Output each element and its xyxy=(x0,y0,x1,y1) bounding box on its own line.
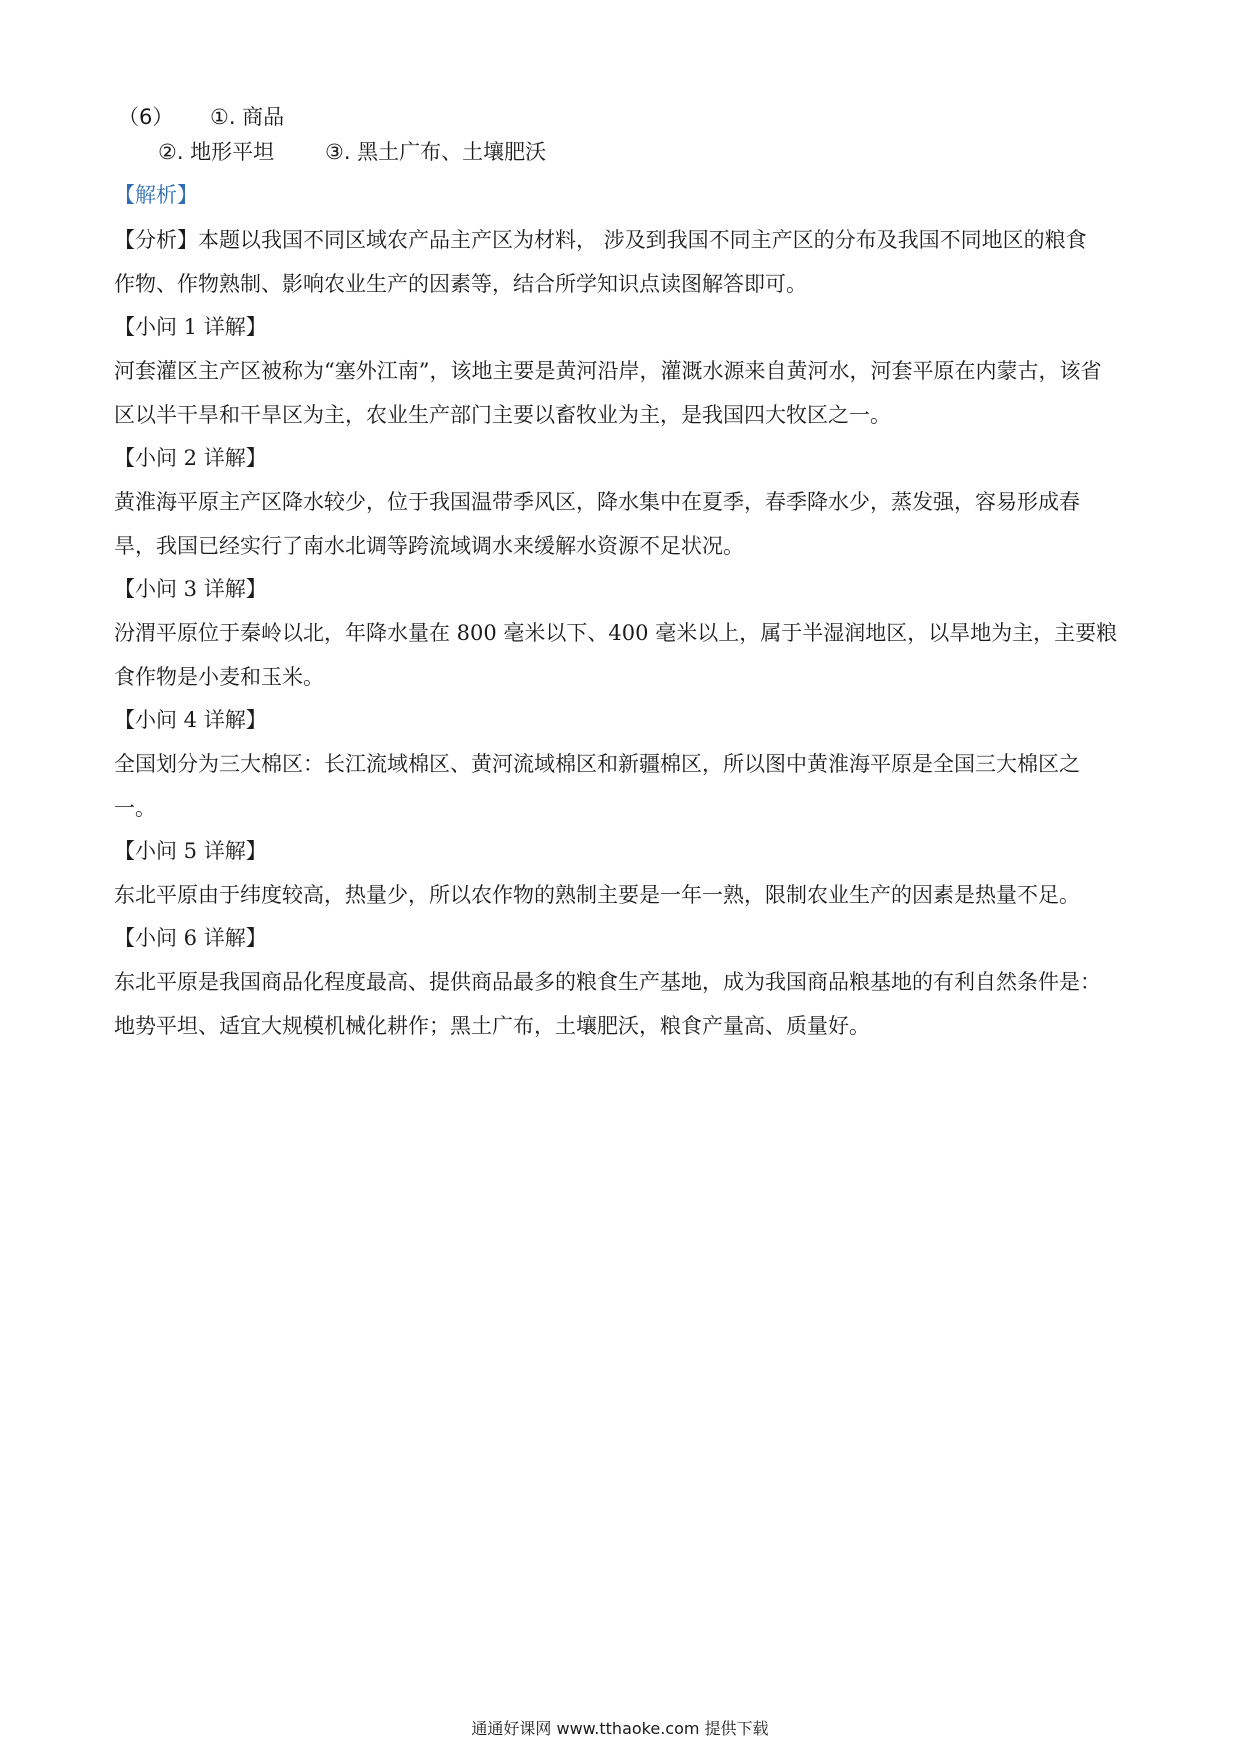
answer-item-2: ②. 地形平坦 xyxy=(158,140,275,164)
analysis-heading: 【解析】 xyxy=(114,183,198,207)
page-footer: 通通好课网 www.tthaoke.com 提供下载 xyxy=(471,1719,769,1738)
answer-item-1: ①. 商品 xyxy=(210,105,285,129)
q4-line-2: 一。 xyxy=(114,796,156,820)
answer-item-3: ③. 黑土广布、土壤肥沃 xyxy=(325,140,547,164)
q2-line-2: 旱，我国已经实行了南水北调等跨流域调水来缓解水资源不足状况。 xyxy=(114,534,744,558)
q4-line-1: 全国划分为三大棉区：长江流域棉区、黄河流域棉区和新疆棉区，所以图中黄淮海平原是全国三大棉区之 xyxy=(114,752,1080,776)
analysis-line-1: 【分析】本题以我国不同区域农产品主产区为材料， 涉及到我国不同主产区的分布及我国不同地区的粮食 xyxy=(114,228,1087,252)
q1-heading: 【小问 1 详解】 xyxy=(114,315,267,339)
q2-heading: 【小问 2 详解】 xyxy=(114,446,267,470)
q2-line-1: 黄淮海平原主产区降水较少，位于我国温带季风区，降水集中在夏季，春季降水少，蒸发强，容易形成春 xyxy=(114,490,1080,514)
q5-line-1: 东北平原由于纬度较高，热量少，所以农作物的熟制主要是一年一熟，限制农业生产的因素是热量不足。 xyxy=(114,883,1080,907)
q6-heading: 【小问 6 详解】 xyxy=(114,926,267,950)
q1-line-1: 河套灌区主产区被称为“塞外江南”，该地主要是黄河沿岸，灌溉水源来自黄河水，河套平原在内蒙古，该省 xyxy=(114,359,1102,383)
q5-heading: 【小问 5 详解】 xyxy=(114,839,267,863)
q6-line-2: 地势平坦、适宜大规模机械化耕作；黑土广布，土壤肥沃，粮食产量高、质量好。 xyxy=(114,1014,870,1038)
q3-heading: 【小问 3 详解】 xyxy=(114,577,267,601)
answer-number: （6） xyxy=(118,105,174,129)
q3-line-2: 食作物是小麦和玉米。 xyxy=(114,665,324,689)
analysis-line-2: 作物、作物熟制、影响农业生产的因素等，结合所学知识点读图解答即可。 xyxy=(114,272,807,296)
q3-line-1: 汾渭平原位于秦岭以北，年降水量在 800 毫米以下、400 毫米以上，属于半湿润地区，以旱地为主，主要粮 xyxy=(114,621,1118,645)
q6-line-1: 东北平原是我国商品化程度最高、提供商品最多的粮食生产基地，成为我国商品粮基地的有利自然条件是： xyxy=(114,970,1101,994)
q1-line-2: 区以半干旱和干旱区为主，农业生产部门主要以畜牧业为主，是我国四大牧区之一。 xyxy=(114,403,891,427)
q4-heading: 【小问 4 详解】 xyxy=(114,708,267,732)
